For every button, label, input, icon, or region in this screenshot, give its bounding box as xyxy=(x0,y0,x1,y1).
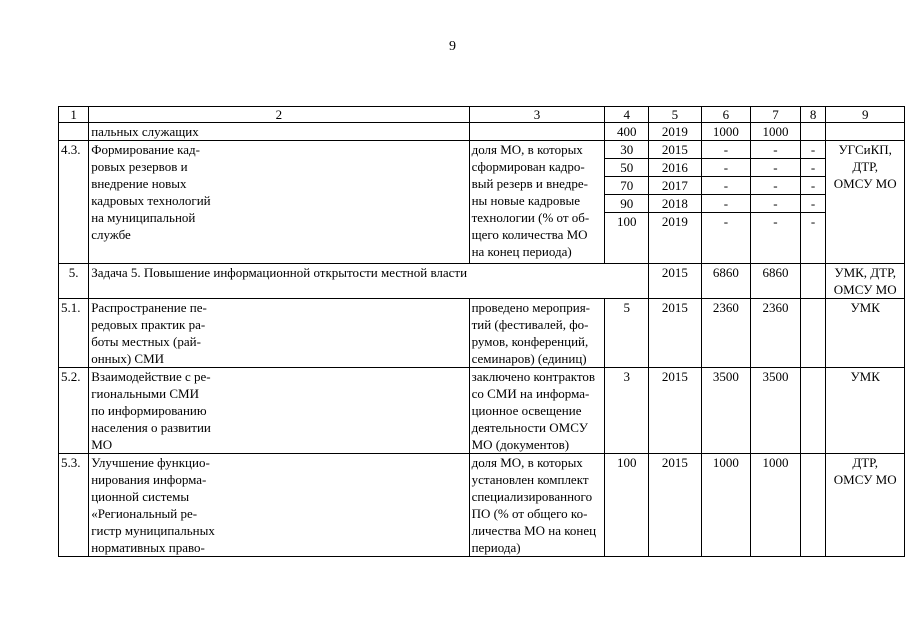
table-header-row xyxy=(59,107,905,123)
cell-col8: - xyxy=(800,159,826,177)
cell-funding-budget: - xyxy=(751,195,801,213)
cell-col8 xyxy=(800,368,826,454)
cell-year: 2016 xyxy=(649,159,702,177)
table-row xyxy=(59,123,905,141)
cell-value: 90 xyxy=(605,195,649,213)
cell-funding-budget: - xyxy=(751,177,801,195)
cell-executor: УГСиКП, ДТР, ОМСУ МО xyxy=(826,141,905,264)
cell-num xyxy=(59,123,89,141)
cell-executor: УМК xyxy=(826,299,905,368)
cell-num: 4.3. xyxy=(59,141,89,264)
cell-funding-total: - xyxy=(701,141,751,159)
cell-value: 50 xyxy=(605,159,649,177)
header-cell: 4 xyxy=(605,107,649,123)
header-cell: 3 xyxy=(469,107,605,123)
cell-year: 2017 xyxy=(649,177,702,195)
program-table xyxy=(58,106,905,557)
cell-value xyxy=(605,264,649,299)
cell-funding-total: 3500 xyxy=(701,368,751,454)
cell-funding-budget: 6860 xyxy=(751,264,801,299)
cell-funding-total: 2360 xyxy=(701,299,751,368)
cell-name: пальных служащих xyxy=(89,123,469,141)
cell-indicator: заключено контрактов со СМИ на информа- ционное освещение деятельности ОМСУ МО (документов) xyxy=(469,368,605,454)
cell-year: 2015 xyxy=(649,264,702,299)
cell-funding-total: - xyxy=(701,159,751,177)
cell-indicator: проведено мероприя- тий (фестивалей, фо- румов, конференций, семинаров) (единиц) xyxy=(469,299,605,368)
cell-col8 xyxy=(800,123,826,141)
cell-value: 400 xyxy=(605,123,649,141)
table-row xyxy=(59,368,905,454)
cell-funding-total: 6860 xyxy=(701,264,751,299)
header-cell: 1 xyxy=(59,107,89,123)
cell-funding-total: 1000 xyxy=(701,454,751,557)
cell-col8: - xyxy=(800,177,826,195)
cell-num: 5.2. xyxy=(59,368,89,454)
cell-funding-total: - xyxy=(701,195,751,213)
cell-value: 100 xyxy=(605,213,649,264)
cell-year: 2015 xyxy=(649,299,702,368)
cell-funding-budget: 2360 xyxy=(751,299,801,368)
cell-funding-budget: - xyxy=(751,159,801,177)
table-row xyxy=(59,299,905,368)
cell-executor: УМК xyxy=(826,368,905,454)
cell-funding-budget: 1000 xyxy=(751,123,801,141)
cell-funding-budget: - xyxy=(751,213,801,264)
cell-year: 2015 xyxy=(649,141,702,159)
cell-value: 100 xyxy=(605,454,649,557)
cell-indicator xyxy=(469,264,605,299)
cell-year: 2015 xyxy=(649,454,702,557)
cell-executor xyxy=(826,123,905,141)
cell-funding-total: - xyxy=(701,177,751,195)
cell-name: Взаимодействие с ре- гиональными СМИ по информированию населения о развитии МО xyxy=(89,368,469,454)
header-cell: 7 xyxy=(751,107,801,123)
cell-col8: - xyxy=(800,213,826,264)
cell-num: 5.1. xyxy=(59,299,89,368)
cell-executor: УМК, ДТР, ОМСУ МО xyxy=(826,264,905,299)
header-cell: 5 xyxy=(649,107,702,123)
cell-value: 3 xyxy=(605,368,649,454)
cell-executor: ДТР, ОМСУ МО xyxy=(826,454,905,557)
page-number: 9 xyxy=(449,39,456,54)
cell-funding-budget: - xyxy=(751,141,801,159)
cell-year: 2015 xyxy=(649,368,702,454)
cell-indicator: доля МО, в которых установлен комплект специализированного ПО (% от общего ко- личества МО на конец периода) xyxy=(469,454,605,557)
header-cell: 6 xyxy=(701,107,751,123)
cell-col8 xyxy=(800,299,826,368)
cell-funding-total: 1000 xyxy=(701,123,751,141)
cell-year: 2018 xyxy=(649,195,702,213)
cell-value: 70 xyxy=(605,177,649,195)
cell-value: 5 xyxy=(605,299,649,368)
cell-year: 2019 xyxy=(649,213,702,264)
cell-funding-budget: 3500 xyxy=(751,368,801,454)
cell-indicator: доля МО, в которых сформирован кадро- вый резерв и внедре- ны новые кадровые технологии (% от об- щего количества МО на конец периода) xyxy=(469,141,605,264)
cell-col8 xyxy=(800,454,826,557)
cell-name: Улучшение функцио- нирования информа- ционной системы «Региональный ре- гистр муниципальных нормативных право- xyxy=(89,454,469,557)
cell-indicator xyxy=(469,123,605,141)
cell-name: Формирование кад- ровых резервов и внедрение новых кадровых технологий на муниципальной службе xyxy=(89,141,469,264)
table-row xyxy=(59,454,905,557)
cell-col8: - xyxy=(800,141,826,159)
cell-num: 5. xyxy=(59,264,89,299)
header-cell: 8 xyxy=(800,107,826,123)
table-row xyxy=(59,264,905,299)
cell-task-title: Задача 5. Повышение информационной открытости местной власти xyxy=(89,264,469,299)
cell-name: Распространение пе- редовых практик ра- боты местных (рай- онных) СМИ xyxy=(89,299,469,368)
cell-value: 30 xyxy=(605,141,649,159)
cell-col8: - xyxy=(800,195,826,213)
cell-col8 xyxy=(800,264,826,299)
cell-funding-total: - xyxy=(701,213,751,264)
cell-num: 5.3. xyxy=(59,454,89,557)
cell-year: 2019 xyxy=(649,123,702,141)
cell-funding-budget: 1000 xyxy=(751,454,801,557)
header-cell: 9 xyxy=(826,107,905,123)
table-row xyxy=(59,141,905,159)
header-cell: 2 xyxy=(89,107,469,123)
